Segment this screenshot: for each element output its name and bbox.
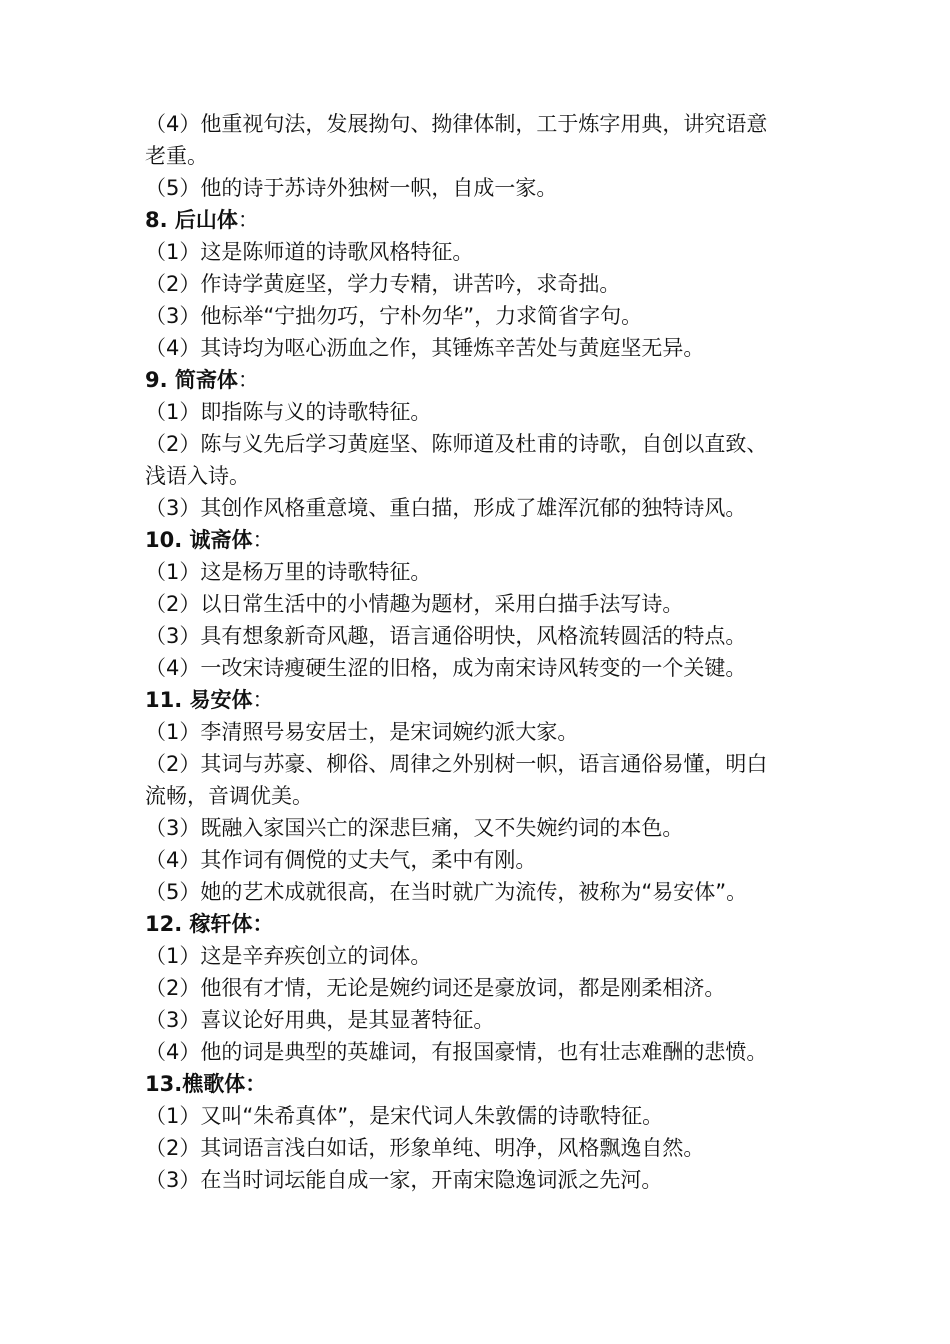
section-heading (145, 524, 815, 556)
document-page (145, 108, 815, 1196)
section-heading-title: 13.樵歌体 (145, 1072, 246, 1096)
list-item: （1）即指陈与义的诗歌特征。 (145, 400, 432, 424)
list-item: （3）既融入家国兴亡的深悲巨痛，又不失婉约词的本色。 (145, 816, 684, 840)
list-item: （5）他的诗于苏诗外独树一帜，自成一家。 (145, 176, 558, 200)
list-item: （4）其诗均为呕心沥血之作，其锤炼辛苦处与黄庭坚无异。 (145, 336, 705, 360)
list-item: （4）其作词有倜傥的丈夫气，柔中有刚。 (145, 848, 537, 872)
list-item: （2）其词与苏豪、柳俗、周律之外别树一帜，语言通俗易懂，明白 (145, 752, 768, 776)
list-item: （3）他标举“宁拙勿巧，宁朴勿华”，力求简省字句。 (145, 304, 643, 328)
list-item: （3）具有想象新奇风趣，语言通俗明快，风格流转圆活的特点。 (145, 624, 747, 648)
section-heading-colon: ： (252, 688, 274, 712)
list-item: （4）他重视句法，发展拗句、拗律体制，工于炼字用典，讲究语意 (145, 112, 768, 136)
section-heading-colon: ： (245, 1072, 267, 1096)
list-item: （1）这是杨万里的诗歌特征。 (145, 560, 432, 584)
section-heading (145, 684, 815, 716)
list-item-continuation: 老重。 (145, 144, 208, 168)
list-item: （2）以日常生活中的小情趣为题材，采用白描手法写诗。 (145, 592, 684, 616)
section-heading-title: 8. 后山体 (145, 208, 238, 232)
list-item: （3）在当时词坛能自成一家，开南宋隐逸词派之先河。 (145, 1168, 663, 1192)
section-heading (145, 1068, 815, 1100)
list-item-continuation: 流畅，音调优美。 (145, 784, 313, 808)
list-item: （3）喜议论好用典，是其显著特征。 (145, 1008, 495, 1032)
section-heading-title: 12. 稼轩体 (145, 912, 253, 936)
list-item: （1）这是辛弃疾创立的词体。 (145, 944, 432, 968)
section-heading-colon: ： (237, 208, 259, 232)
list-item: （1）又叫“朱希真体”，是宋代词人朱敦儒的诗歌特征。 (145, 1104, 664, 1128)
list-item: （2）其词语言浅白如话，形象单纯、明净，风格飘逸自然。 (145, 1136, 705, 1160)
section-heading (145, 204, 815, 236)
list-item: （2）陈与义先后学习黄庭坚、陈师道及杜甫的诗歌，自创以直致、 (145, 432, 768, 456)
list-item: （4）一改宋诗瘦硬生涩的旧格，成为南宋诗风转变的一个关键。 (145, 656, 747, 680)
list-item: （1）李清照号易安居士，是宋词婉约派大家。 (145, 720, 579, 744)
section-heading-title: 9. 简斋体 (145, 368, 238, 392)
section-heading (145, 908, 815, 940)
section-heading (145, 364, 815, 396)
section-heading-title: 11. 易安体 (145, 688, 253, 712)
list-item: （3）其创作风格重意境、重白描，形成了雄浑沉郁的独特诗风。 (145, 496, 747, 520)
list-item: （4）他的词是典型的英雄词，有报国豪情，也有壮志难酬的悲愤。 (145, 1040, 768, 1064)
list-item: （2）作诗学黄庭坚，学力专精，讲苦吟，求奇拙。 (145, 272, 621, 296)
list-item: （2）他很有才情，无论是婉约词还是豪放词，都是刚柔相济。 (145, 976, 726, 1000)
list-item: （5）她的艺术成就很高，在当时就广为流传，被称为“易安体”。 (145, 880, 748, 904)
section-heading-colon: ： (252, 528, 274, 552)
list-item-continuation: 浅语入诗。 (145, 464, 250, 488)
section-heading-colon: ： (252, 912, 274, 936)
list-item: （1）这是陈师道的诗歌风格特征。 (145, 240, 474, 264)
section-heading-colon: ： (237, 368, 259, 392)
section-heading-title: 10. 诚斋体 (145, 528, 253, 552)
